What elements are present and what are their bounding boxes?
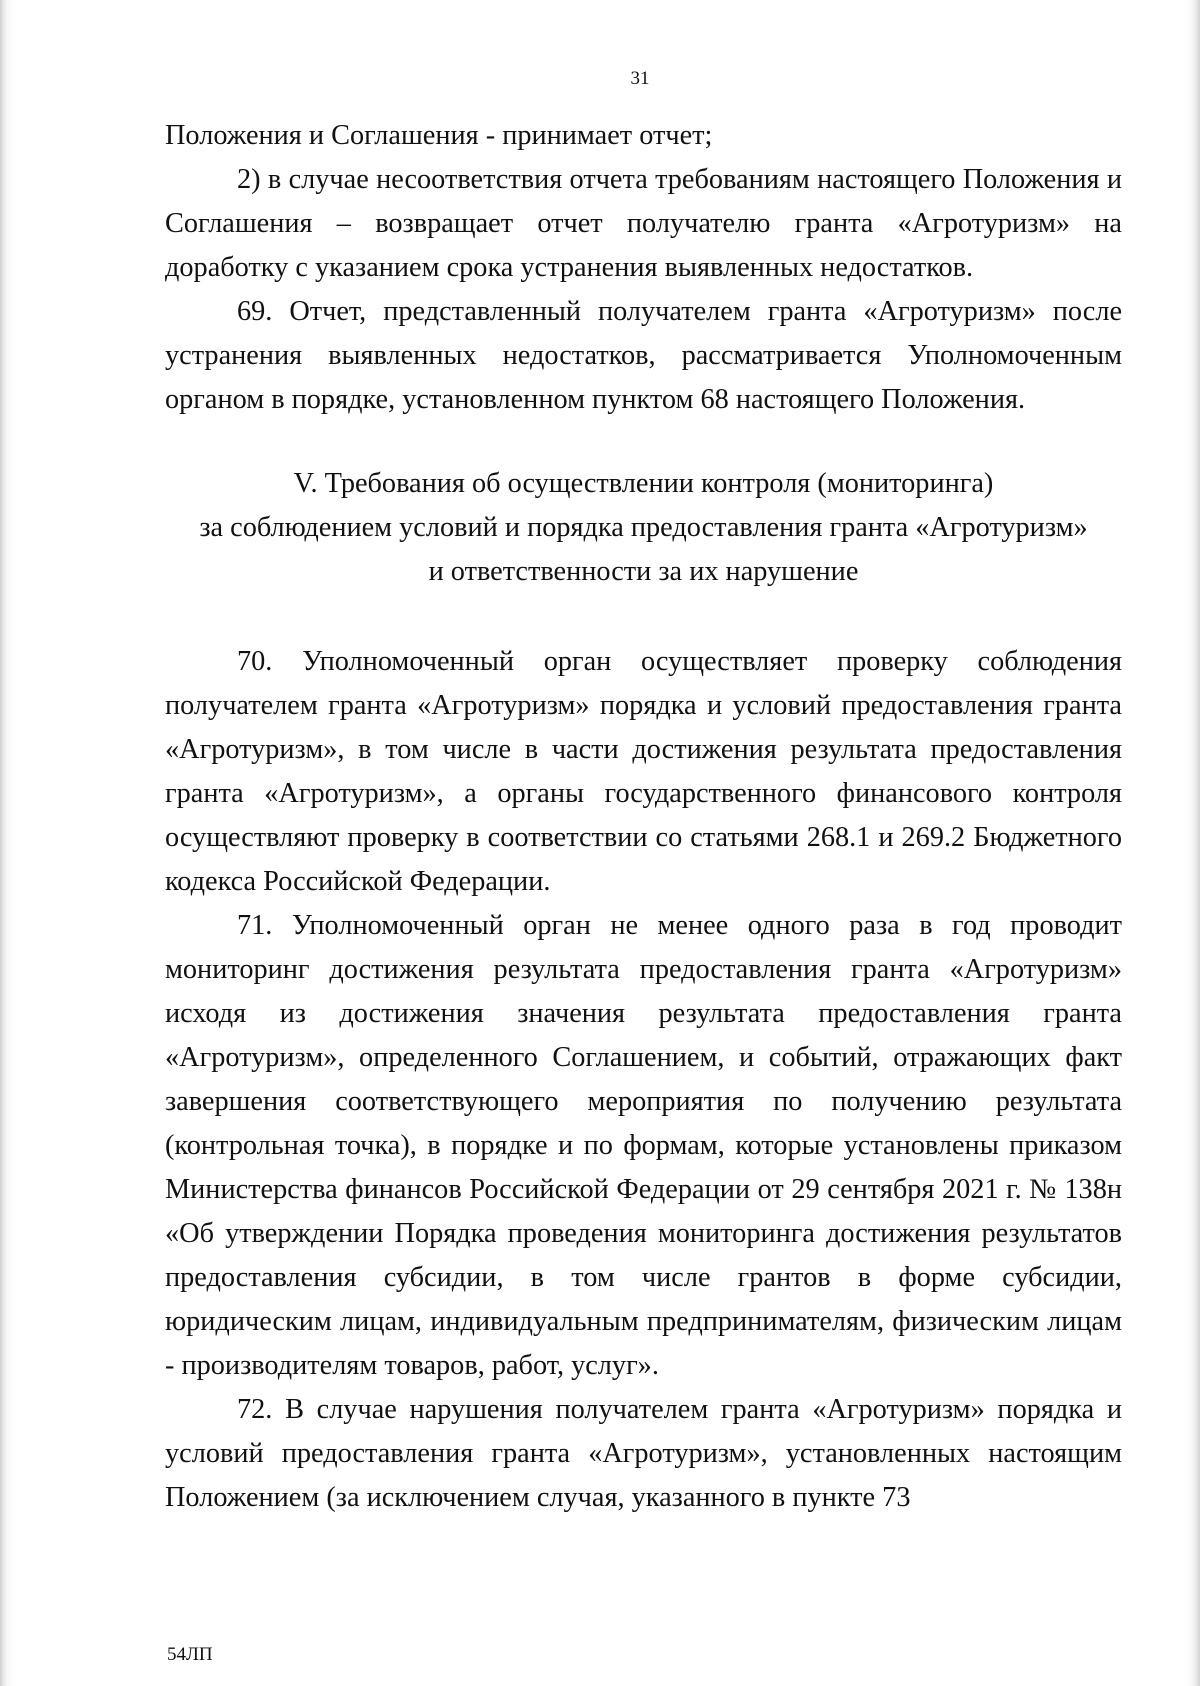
paragraph-continuation: Положения и Соглашения - принимает отчет; xyxy=(165,120,713,151)
paragraph-69: 69. Отчет, представленный получателем гранта «Агротуризм» после устранения выявленных недостатков, рассматривается Уполномоченным органом в порядке, установленном пунктом 68 настоящего Положения. xyxy=(165,296,1122,415)
section-heading-line-3: и ответственности за их нарушение xyxy=(428,556,859,587)
scan-edge-right xyxy=(1186,0,1200,1686)
scan-edge-left xyxy=(0,0,14,1686)
section-heading-line-1: V. Требования об осуществлении контроля (мониторинга) xyxy=(293,468,994,499)
page-number: 31 xyxy=(630,68,650,89)
paragraph-70: 70. Уполномоченный орган осуществляет проверку соблюдения получателем гранта «Агротуризм» порядка и условий предоставления гранта «Агротуризм», в том числе в части достижения результата предоставления гранта «Агротуризм», а органы государственного финансового контроля осуществляют проверку в соответствии со статьями 268.1 и 269.2 Бюджетного кодекса Российской Федерации. xyxy=(165,646,1122,897)
paragraph-72: 72. В случае нарушения получателем гранта «Агротуризм» порядка и условий предоставления гранта «Агротуризм», установленных настоящим Положением (за исключением случая, указанного в пункте 73 xyxy=(165,1394,1122,1513)
footer-document-code: 54ЛП xyxy=(167,1644,213,1665)
section-heading xyxy=(165,462,1122,594)
paragraph-item-2: 2) в случае несоответствия отчета требованиям настоящего Положения и Соглашения – возвращает отчет получателю гранта «Агротуризм» на доработку с указанием срока устранения выявленных недостатков. xyxy=(165,164,1122,283)
paragraph-71: 71. Уполномоченный орган не менее одного раза в год проводит мониторинг достижения результата предоставления гранта «Агротуризм» исходя из достижения значения результата предоставления гранта «Агротуризм», определенного Соглашением, и событий, отражающих факт завершения соответствующего мероприятия по получению результата (контрольная точка), в порядке и по формам, которые установлены приказом Министерства финансов Российской Федерации от 29 сентября 2021 г. № 138н «Об утверждении Порядка проведения мониторинга достижения результатов предоставления субсидии, в том числе грантов в форме субсидии, юридическим лицам, индивидуальным предпринимателям, физическим лицам - производителям товаров, работ, услуг». xyxy=(165,910,1122,1381)
section-heading-line-2: за соблюдением условий и порядка предоставления гранта «Агротуризм» xyxy=(199,512,1088,543)
document-body xyxy=(165,114,1122,1520)
